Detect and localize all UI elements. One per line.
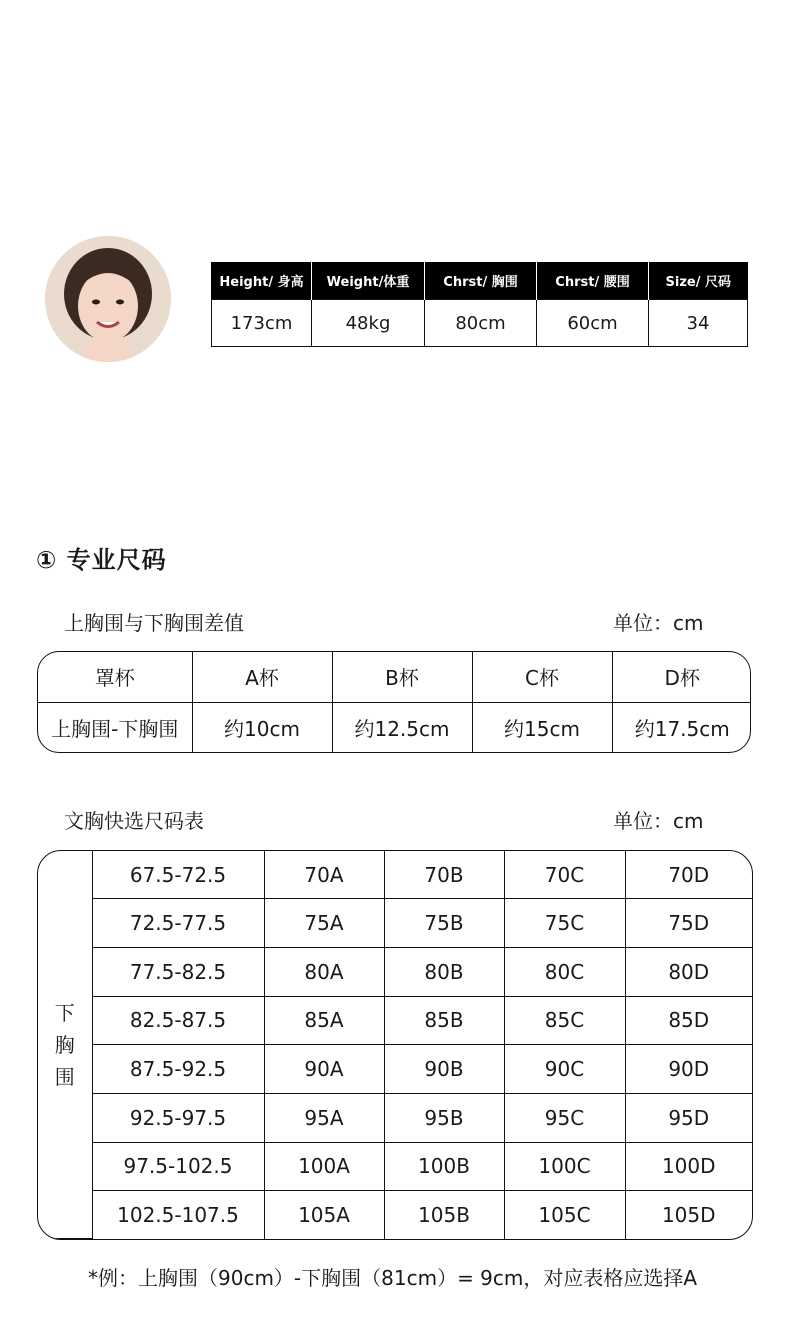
size-cell: 105A <box>264 1191 384 1239</box>
cup-value-cell: 约10cm <box>192 702 332 752</box>
size-chart-unit: 单位：cm <box>613 809 704 833</box>
size-cell: 70A <box>264 851 384 899</box>
cup-value-row <box>38 702 751 752</box>
underbust-range-cell: 87.5-92.5 <box>92 1045 264 1094</box>
size-cell: 100A <box>264 1142 384 1191</box>
size-cell: 85D <box>625 996 752 1045</box>
size-cell: 105B <box>384 1191 504 1239</box>
underbust-label <box>38 851 92 1239</box>
model-measurements-table <box>211 262 748 347</box>
size-cell: 80C <box>504 947 625 996</box>
cup-value-cell: 约17.5cm <box>612 702 751 752</box>
size-row <box>38 899 752 948</box>
model-header-cell: Weight/体重 <box>312 262 425 300</box>
underbust-label-char: 胸 <box>54 1032 75 1057</box>
cup-diff-unit: 单位：cm <box>613 611 704 635</box>
size-row <box>38 1191 752 1239</box>
model-header-cell: Chrst/ 腰围 <box>537 262 649 300</box>
size-cell: 80B <box>384 947 504 996</box>
size-cell: 80A <box>264 947 384 996</box>
underbust-range-cell: 77.5-82.5 <box>92 947 264 996</box>
cup-value-cell: 约15cm <box>472 702 612 752</box>
model-value-cell: 80cm <box>425 300 537 347</box>
cup-diff-title: 上胸围与下胸围差值 <box>64 611 244 635</box>
model-value-cell: 48kg <box>312 300 425 347</box>
cup-value-cell: 上胸围-下胸围 <box>38 702 192 752</box>
section-title: ① 专业尺码 <box>36 546 167 574</box>
model-value-cell: 173cm <box>212 300 312 347</box>
underbust-range-cell: 102.5-107.5 <box>92 1191 264 1239</box>
size-cell: 85C <box>504 996 625 1045</box>
size-cell: 75A <box>264 899 384 948</box>
model-avatar <box>45 236 171 362</box>
size-cell: 100B <box>384 1142 504 1191</box>
underbust-label-char: 围 <box>54 1064 75 1089</box>
model-table-value-row <box>212 300 748 347</box>
size-cell: 95A <box>264 1093 384 1142</box>
size-row <box>38 996 752 1045</box>
size-cell: 75D <box>625 899 752 948</box>
model-header-cell: Chrst/ 胸围 <box>425 262 537 300</box>
model-value-cell: 34 <box>649 300 748 347</box>
size-cell: 105C <box>504 1191 625 1239</box>
underbust-range-cell: 97.5-102.5 <box>92 1142 264 1191</box>
size-cell: 85A <box>264 996 384 1045</box>
cup-header-cell: A杯 <box>192 652 332 702</box>
size-cell: 100C <box>504 1142 625 1191</box>
cup-header-cell: B杯 <box>332 652 472 702</box>
underbust-range-cell: 72.5-77.5 <box>92 899 264 948</box>
size-cell: 80D <box>625 947 752 996</box>
underbust-label-char: 下 <box>54 1000 75 1025</box>
bra-size-table <box>37 850 753 1240</box>
model-table-header-row <box>212 262 748 300</box>
size-cell: 75C <box>504 899 625 948</box>
cup-value-cell: 约12.5cm <box>332 702 472 752</box>
footnote: *例：上胸围（90cm）-下胸围（81cm）= 9cm，对应表格应选择A <box>88 1266 698 1290</box>
size-cell: 95C <box>504 1093 625 1142</box>
size-cell: 75B <box>384 899 504 948</box>
size-row <box>38 947 752 996</box>
model-header-cell: Size/ 尺码 <box>649 262 748 300</box>
size-row <box>38 1093 752 1142</box>
size-cell: 95B <box>384 1093 504 1142</box>
size-row <box>38 1045 752 1094</box>
size-row <box>38 1142 752 1191</box>
cup-header-cell: D杯 <box>612 652 751 702</box>
cup-header-row <box>38 652 751 702</box>
size-cell: 105D <box>625 1191 752 1239</box>
model-value-cell: 60cm <box>537 300 649 347</box>
size-cell: 100D <box>625 1142 752 1191</box>
cup-header-cell: 罩杯 <box>38 652 192 702</box>
size-cell: 90B <box>384 1045 504 1094</box>
size-cell: 95D <box>625 1093 752 1142</box>
model-portrait-image <box>45 236 171 362</box>
size-cell: 70B <box>384 851 504 899</box>
size-chart-title: 文胸快选尺码表 <box>64 809 204 833</box>
cup-difference-table <box>37 651 751 753</box>
size-cell: 90D <box>625 1045 752 1094</box>
underbust-range-cell: 67.5-72.5 <box>92 851 264 899</box>
model-header-cell: Height/ 身高 <box>212 262 312 300</box>
size-cell: 90A <box>264 1045 384 1094</box>
size-row <box>38 851 752 899</box>
size-cell: 85B <box>384 996 504 1045</box>
size-cell: 90C <box>504 1045 625 1094</box>
size-cell: 70C <box>504 851 625 899</box>
underbust-range-cell: 82.5-87.5 <box>92 996 264 1045</box>
cup-header-cell: C杯 <box>472 652 612 702</box>
size-cell: 70D <box>625 851 752 899</box>
underbust-range-cell: 92.5-97.5 <box>92 1093 264 1142</box>
